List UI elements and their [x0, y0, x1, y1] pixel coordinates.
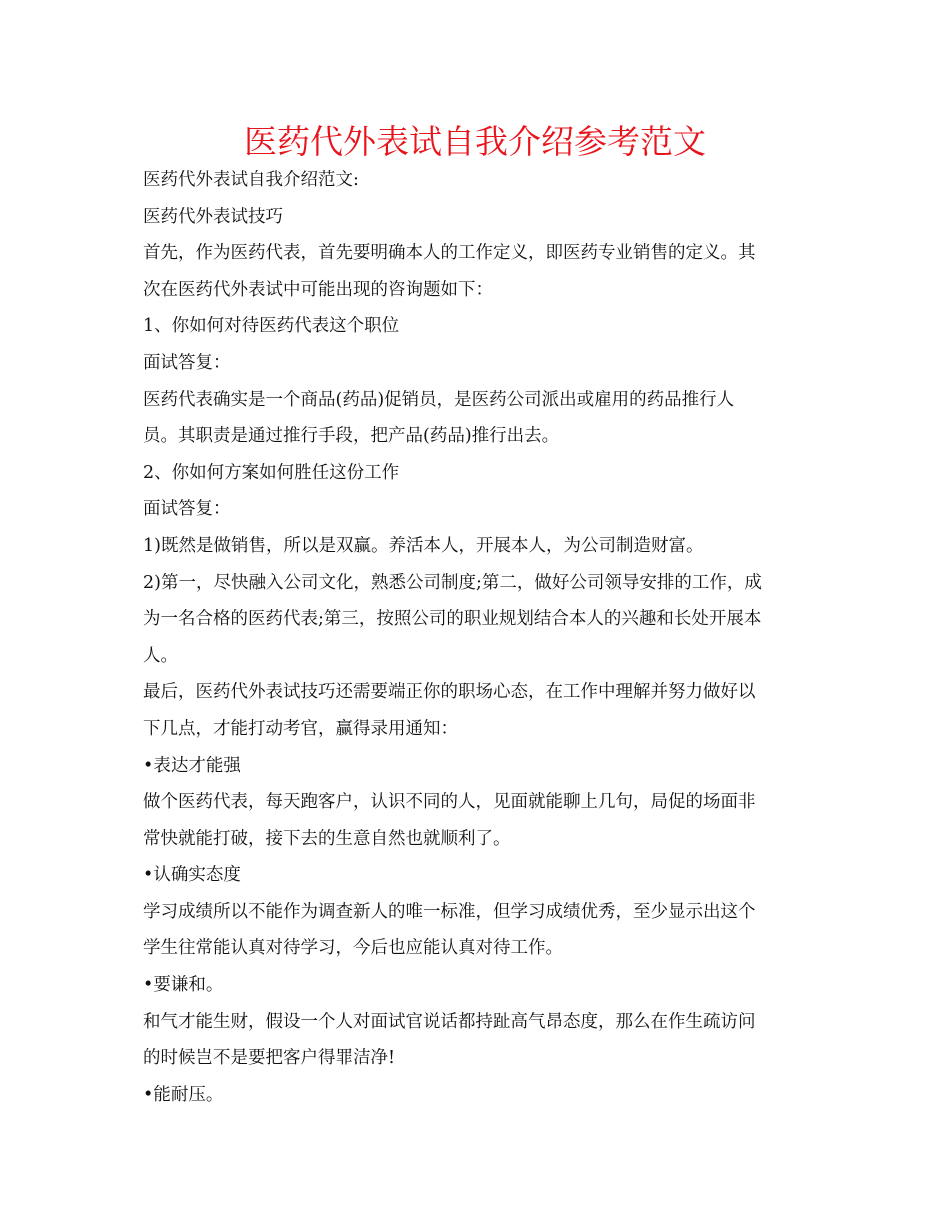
text-line: •要谦和。: [143, 975, 224, 996]
text-line: 学生往常能认真对待学习，今后也应能认真对待工作。: [143, 938, 563, 959]
text-line: 2)第一，尽快融入公司文化，熟悉公司制度;第二，做好公司领导安排的工作，成: [143, 572, 762, 593]
text-line: 面试答复：: [143, 499, 231, 520]
text-line: 人。: [143, 645, 178, 666]
text-line: •能耐压。: [143, 1084, 224, 1105]
text-line: 首先，作为医药代表，首先要明确本人的工作定义，即医药专业销售的定义。其: [143, 243, 756, 264]
text-line: 和气才能生财，假设一个人对面试官说话都持趾高气昂态度，那么在作生疏访问: [143, 1011, 756, 1032]
text-line: 1)既然是做销售，所以是双赢。养活本人，开展本人，为公司制造财富。: [143, 535, 704, 556]
text-line: •认确实态度: [143, 865, 241, 886]
text-line: 下几点，才能打动考官，赢得录用通知：: [143, 718, 458, 739]
text-line: •表达才能强: [143, 755, 241, 776]
text-line: 医药代外表试技巧: [143, 206, 283, 227]
document-title: 医药代外表试自我介绍参考范文: [244, 122, 706, 161]
text-line: 常快就能打破，接下去的生意自然也就顺利了。: [143, 828, 511, 849]
text-line: 员。其职责是通过推行手段，把产品(药品)推行出去。: [143, 426, 560, 447]
text-line: 医药代表确实是一个商品(药品)促销员，是医药公司派出或雇用的药品推行人: [143, 389, 735, 410]
text-line: 学习成绩所以不能作为调查新人的唯一标准，但学习成绩优秀，至少显示出这个: [143, 901, 756, 922]
text-line: 医药代外表试自我介绍范文:: [143, 170, 359, 190]
text-line: 为一名合格的医药代表;第三，按照公司的职业规划结合本人的兴趣和长处开展本: [143, 609, 762, 630]
text-line: 次在医药代外表试中可能出现的咨询题如下：: [143, 279, 493, 300]
text-line: 最后，医药代外表试技巧还需要端正你的职场心态，在工作中理解并努力做好以: [143, 682, 756, 703]
document-body: [143, 162, 813, 1113]
text-line: 1、你如何对待医药代表这个职位: [143, 316, 400, 337]
text-line: 做个医药代表，每天跑客户，认识不同的人，见面就能聊上几句，局促的场面非: [143, 792, 756, 813]
text-line: 2、你如何方案如何胜任这份工作: [143, 462, 400, 483]
text-line: 面试答复：: [143, 352, 231, 373]
text-line: 的时候岂不是要把客户得罪洁净!: [143, 1048, 396, 1069]
